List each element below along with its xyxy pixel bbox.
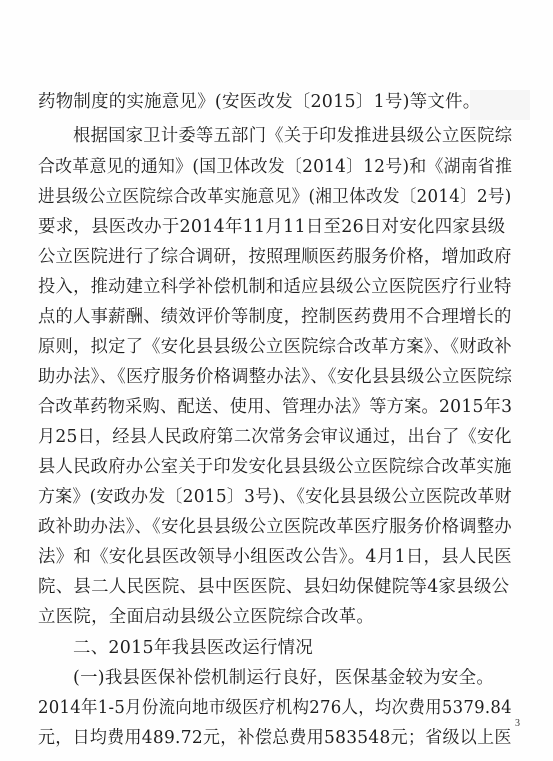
text-line: 法》和《安化县医改领导小组医改公告》。4月1日，县人民医 xyxy=(38,547,512,567)
text-line: 点的人事薪酬、绩效评价等制度，控制医药费用不合理增长的 xyxy=(38,307,512,327)
text-line: 立医院，全面启动县级公立医院综合改革。 xyxy=(38,607,375,627)
text-line: 合改革意见的通知》(国卫体改发〔2014〕12号)和《湖南省推 xyxy=(38,157,513,177)
text-line: 方案》(安政办发〔2015〕3号)、《安化县县级公立医院改革财 xyxy=(38,487,512,507)
text-line: 政补助办法》、《安化县县级公立医院改革医疗服务价格调整办 xyxy=(38,517,512,537)
text-line: 县人民政府办公室关于印发安化县县级公立医院综合改革实施 xyxy=(38,457,512,477)
page-number: 3 xyxy=(515,718,520,729)
text-line: 2014年1-5月份流向地市级医疗机构276人，均次费用5379.84 xyxy=(38,698,512,718)
text-line: 元，日均费用489.72元，补偿总费用583548元；省级以上医 xyxy=(38,728,512,748)
text-line: 公立医院进行了综合调研，按照理顺医药服务价格，增加政府 xyxy=(38,247,512,267)
text-line: 药物制度的实施意见》(安医改发〔2015〕1号)等文件。 xyxy=(38,92,481,112)
paragraph-line: 根据国家卫计委等五部门《关于印发推进县级公立医院综 xyxy=(73,126,513,146)
text-line: 原则，拟定了《安化县县级公立医院综合改革方案》、《财政补 xyxy=(38,337,512,357)
text-line: 投入，推动建立科学补偿机制和适应县级公立医院医疗行业特 xyxy=(38,277,512,297)
text-line: 月25日，经县人民政府第二次常务会审议通过，出台了《安化 xyxy=(38,427,512,447)
subsection-heading: (一)我县医保补偿机制运行良好，医保基金较为安全。 xyxy=(73,668,495,688)
text-line: 进县级公立医院综合改革实施意见》(湘卫体改发〔2014〕2号) xyxy=(38,187,512,207)
text-line: 要求，县医改办于2014年11月11日至26日对安化四家县级 xyxy=(38,217,506,237)
text-line: 助办法》、《医疗服务价格调整办法》、《安化县县级公立医院综 xyxy=(38,367,513,387)
section-heading: 二、2015年我县医改运行情况 xyxy=(73,638,314,658)
text-line: 合改革药物采购、配送、使用、管理办法》等方案。2015年3 xyxy=(38,397,513,417)
text-line: 院、县二人民医院、县中医医院、县妇幼保健院等4家县级公 xyxy=(38,577,510,597)
